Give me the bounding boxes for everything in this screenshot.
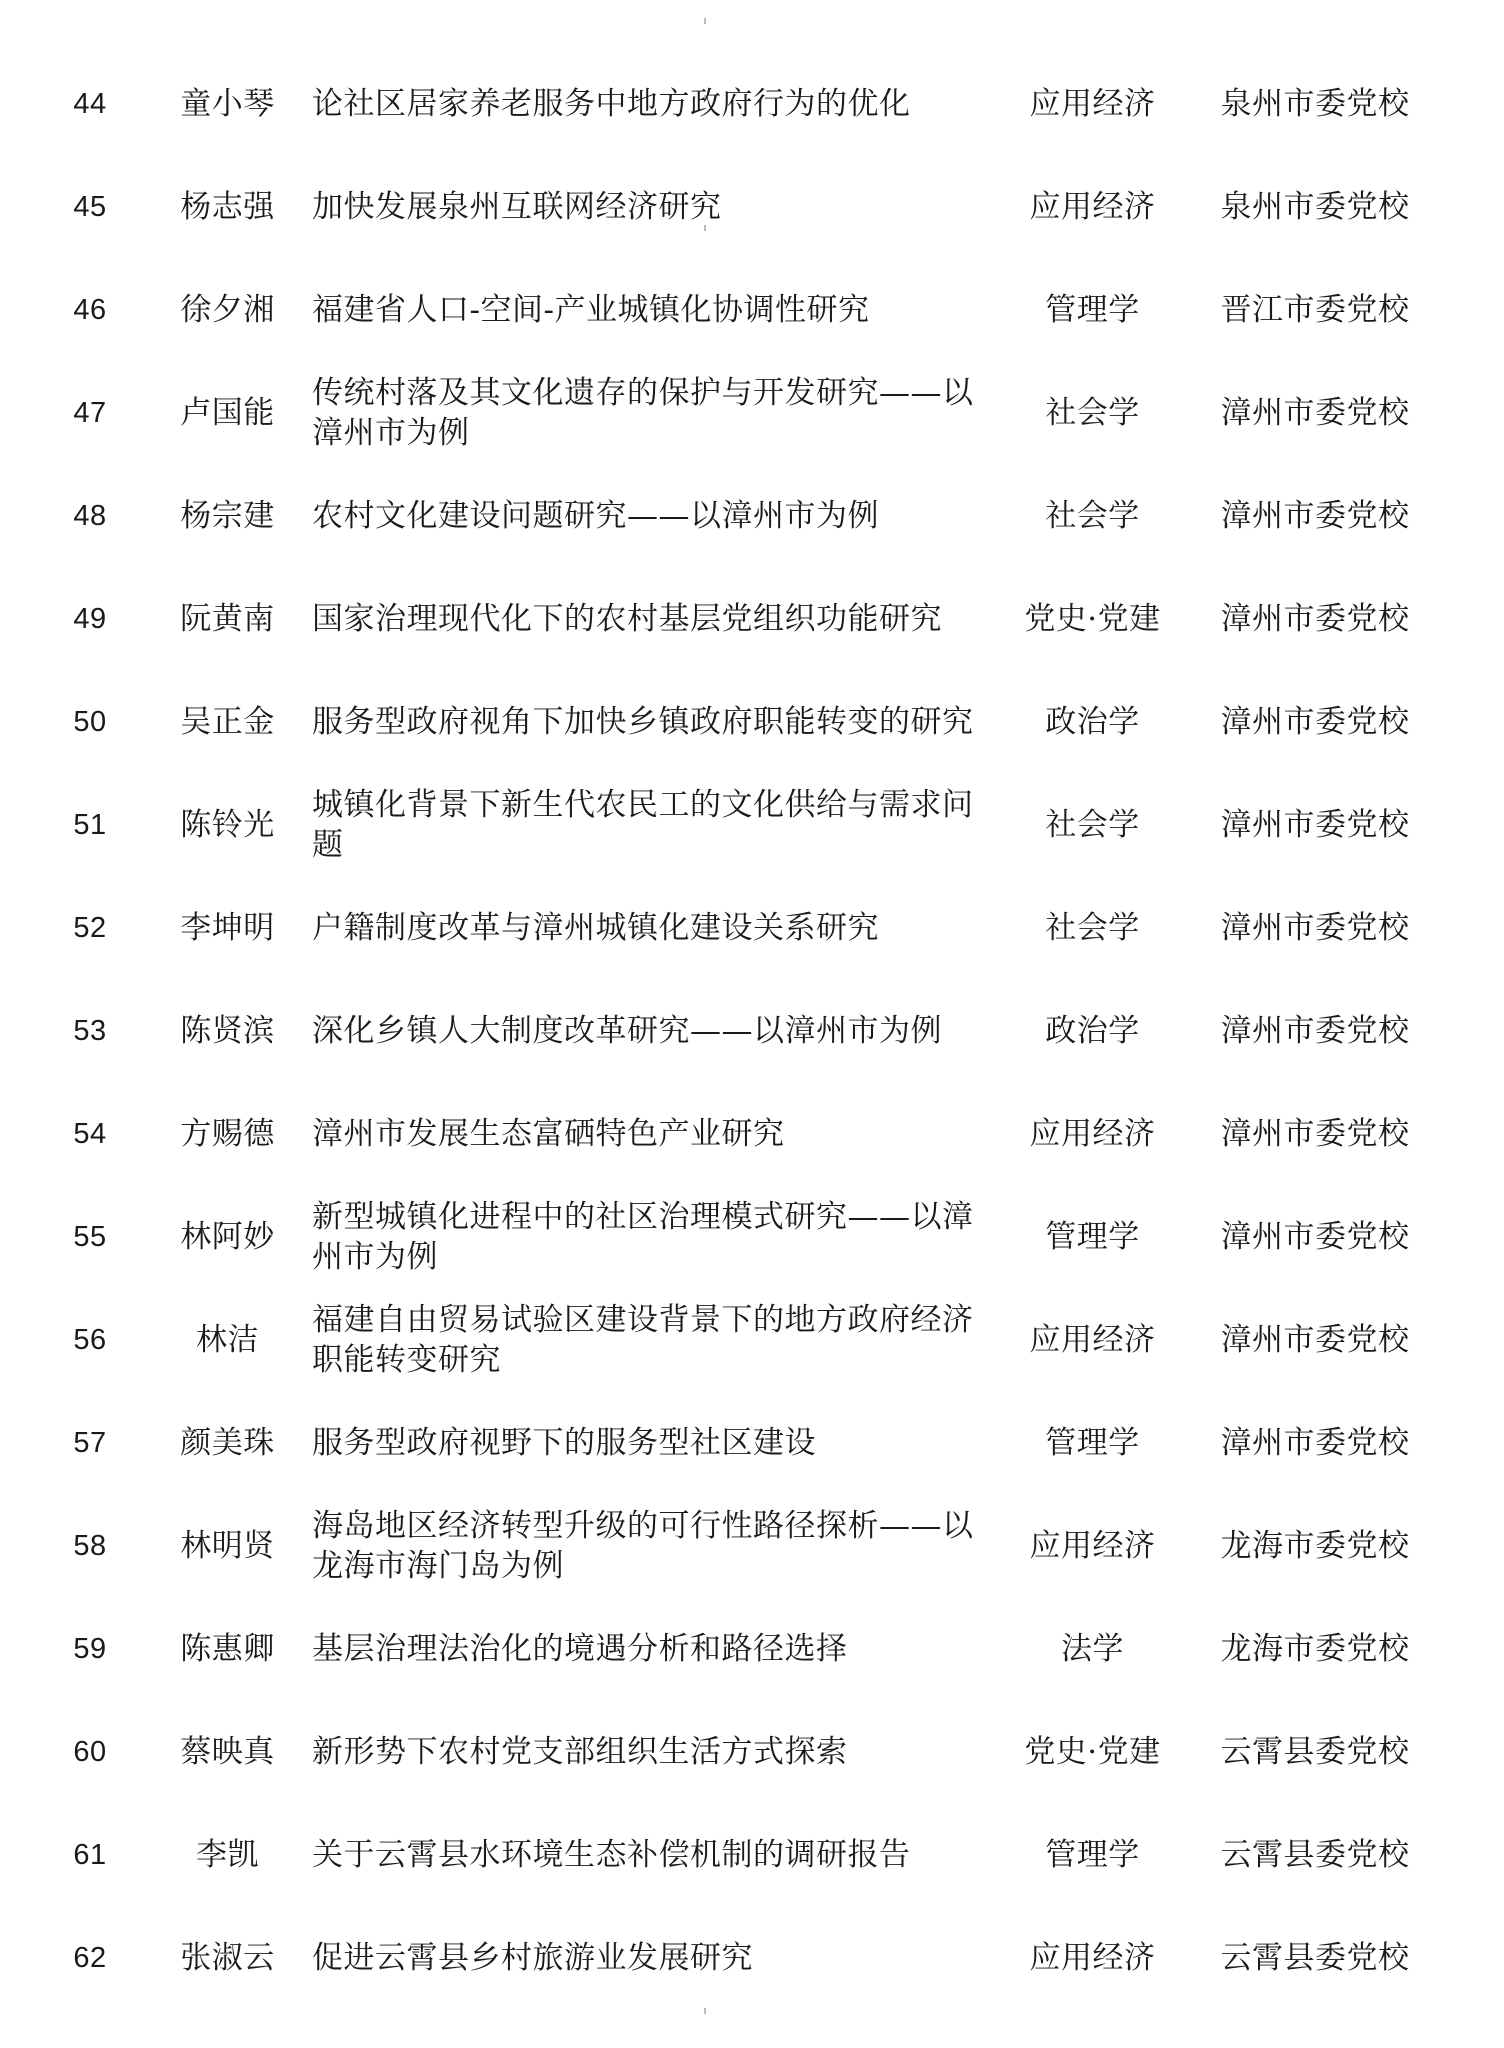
row-number bbox=[50, 1906, 130, 2009]
author-name-text: 卢国能 bbox=[180, 394, 275, 431]
affiliated-unit-text: 漳州市委党校 bbox=[1220, 1321, 1410, 1358]
row-number bbox=[50, 1700, 130, 1803]
project-title-text: 海岛地区经济转型升级的可行性路径探析——以龙海市海门岛为例 bbox=[312, 1507, 974, 1584]
author-name bbox=[165, 876, 290, 979]
project-title-text: 基层治理法治化的境遇分析和路径选择 bbox=[312, 1630, 848, 1667]
table-row bbox=[0, 1288, 1504, 1391]
project-title-text: 农村文化建设问题研究——以漳州市为例 bbox=[312, 497, 879, 534]
author-name-text: 张淑云 bbox=[180, 1939, 275, 1976]
author-name bbox=[165, 1906, 290, 2009]
author-name bbox=[165, 1803, 290, 1906]
row-number bbox=[50, 361, 130, 464]
row-number-text: 52 bbox=[73, 911, 107, 944]
affiliated-unit-text: 漳州市委党校 bbox=[1220, 1115, 1410, 1152]
author-name-text: 杨宗建 bbox=[180, 497, 275, 534]
affiliated-unit-text: 云霄县委党校 bbox=[1220, 1939, 1410, 1976]
scan-mark bbox=[704, 18, 706, 24]
author-name-text: 林明贤 bbox=[180, 1527, 275, 1564]
project-title bbox=[312, 1494, 992, 1597]
project-title bbox=[312, 155, 992, 258]
row-number-text: 56 bbox=[73, 1323, 107, 1356]
affiliated-unit bbox=[1205, 1597, 1425, 1700]
row-number-text: 55 bbox=[73, 1220, 107, 1253]
row-number bbox=[50, 1803, 130, 1906]
affiliated-unit bbox=[1205, 979, 1425, 1082]
row-number bbox=[50, 258, 130, 361]
project-title-text: 新形势下农村党支部组织生活方式探索 bbox=[312, 1733, 848, 1770]
subject-category bbox=[1000, 1185, 1185, 1288]
author-name bbox=[165, 979, 290, 1082]
subject-category-text: 政治学 bbox=[1045, 1012, 1140, 1049]
subject-category bbox=[1000, 1906, 1185, 2009]
project-title bbox=[312, 1288, 992, 1391]
table-row bbox=[0, 1082, 1504, 1185]
table-row bbox=[0, 464, 1504, 567]
subject-category bbox=[1000, 1494, 1185, 1597]
research-project-table bbox=[0, 52, 1504, 2009]
subject-category-text: 社会学 bbox=[1045, 497, 1140, 534]
project-title bbox=[312, 979, 992, 1082]
subject-category-text: 应用经济 bbox=[1029, 85, 1156, 122]
subject-category bbox=[1000, 979, 1185, 1082]
author-name-text: 陈惠卿 bbox=[180, 1630, 275, 1667]
author-name bbox=[165, 1288, 290, 1391]
affiliated-unit bbox=[1205, 1700, 1425, 1803]
row-number bbox=[50, 1288, 130, 1391]
subject-category bbox=[1000, 361, 1185, 464]
project-title-text: 漳州市发展生态富硒特色产业研究 bbox=[312, 1115, 785, 1152]
author-name-text: 李坤明 bbox=[180, 909, 275, 946]
row-number-text: 62 bbox=[73, 1941, 107, 1974]
project-title-text: 深化乡镇人大制度改革研究——以漳州市为例 bbox=[312, 1012, 942, 1049]
author-name bbox=[165, 773, 290, 876]
subject-category bbox=[1000, 567, 1185, 670]
affiliated-unit-text: 泉州市委党校 bbox=[1220, 85, 1410, 122]
project-title bbox=[312, 773, 992, 876]
affiliated-unit-text: 漳州市委党校 bbox=[1220, 1424, 1410, 1461]
author-name bbox=[165, 1185, 290, 1288]
project-title bbox=[312, 1597, 992, 1700]
affiliated-unit bbox=[1205, 258, 1425, 361]
project-title bbox=[312, 670, 992, 773]
author-name-text: 林洁 bbox=[196, 1321, 259, 1358]
affiliated-unit-text: 泉州市委党校 bbox=[1220, 188, 1410, 225]
affiliated-unit-text: 漳州市委党校 bbox=[1220, 703, 1410, 740]
table-row bbox=[0, 1803, 1504, 1906]
author-name bbox=[165, 361, 290, 464]
table-row bbox=[0, 979, 1504, 1082]
row-number-text: 60 bbox=[73, 1735, 107, 1768]
table-row bbox=[0, 1391, 1504, 1494]
table-row bbox=[0, 876, 1504, 979]
project-title bbox=[312, 1082, 992, 1185]
affiliated-unit bbox=[1205, 1494, 1425, 1597]
affiliated-unit-text: 漳州市委党校 bbox=[1220, 497, 1410, 534]
author-name-text: 阮黄南 bbox=[180, 600, 275, 637]
subject-category-text: 应用经济 bbox=[1029, 1321, 1156, 1358]
author-name-text: 颜美珠 bbox=[180, 1424, 275, 1461]
row-number-text: 45 bbox=[73, 190, 107, 223]
subject-category-text: 应用经济 bbox=[1029, 1115, 1156, 1152]
table-row bbox=[0, 361, 1504, 464]
row-number-text: 54 bbox=[73, 1117, 107, 1150]
affiliated-unit-text: 漳州市委党校 bbox=[1220, 1012, 1410, 1049]
project-title bbox=[312, 258, 992, 361]
affiliated-unit-text: 漳州市委党校 bbox=[1220, 394, 1410, 431]
subject-category bbox=[1000, 1288, 1185, 1391]
author-name bbox=[165, 567, 290, 670]
author-name-text: 童小琴 bbox=[180, 85, 275, 122]
author-name bbox=[165, 155, 290, 258]
subject-category-text: 应用经济 bbox=[1029, 188, 1156, 225]
project-title bbox=[312, 361, 992, 464]
subject-category-text: 法学 bbox=[1061, 1630, 1124, 1667]
project-title-text: 论社区居家养老服务中地方政府行为的优化 bbox=[312, 85, 911, 122]
project-title-text: 关于云霄县水环境生态补偿机制的调研报告 bbox=[312, 1836, 911, 1873]
author-name bbox=[165, 670, 290, 773]
table-row bbox=[0, 1494, 1504, 1597]
row-number-text: 44 bbox=[73, 87, 107, 120]
row-number-text: 48 bbox=[73, 499, 107, 532]
subject-category-text: 社会学 bbox=[1045, 909, 1140, 946]
affiliated-unit bbox=[1205, 155, 1425, 258]
affiliated-unit bbox=[1205, 1288, 1425, 1391]
project-title bbox=[312, 567, 992, 670]
affiliated-unit bbox=[1205, 773, 1425, 876]
subject-category bbox=[1000, 1700, 1185, 1803]
subject-category bbox=[1000, 1597, 1185, 1700]
affiliated-unit bbox=[1205, 1185, 1425, 1288]
row-number bbox=[50, 1185, 130, 1288]
project-title bbox=[312, 1803, 992, 1906]
table-row bbox=[0, 1700, 1504, 1803]
subject-category-text: 党史·党建 bbox=[1024, 600, 1161, 637]
author-name-text: 陈贤滨 bbox=[180, 1012, 275, 1049]
project-title-text: 国家治理现代化下的农村基层党组织功能研究 bbox=[312, 600, 942, 637]
subject-category bbox=[1000, 670, 1185, 773]
table-row bbox=[0, 52, 1504, 155]
table-row bbox=[0, 567, 1504, 670]
project-title-text: 户籍制度改革与漳州城镇化建设关系研究 bbox=[312, 909, 879, 946]
project-title-text: 传统村落及其文化遗存的保护与开发研究——以漳州市为例 bbox=[312, 374, 974, 451]
row-number-text: 46 bbox=[73, 293, 107, 326]
project-title-text: 福建自由贸易试验区建设背景下的地方政府经济职能转变研究 bbox=[312, 1301, 974, 1378]
author-name-text: 杨志强 bbox=[180, 188, 275, 225]
table-row bbox=[0, 1597, 1504, 1700]
author-name-text: 李凯 bbox=[196, 1836, 259, 1873]
author-name-text: 方赐德 bbox=[180, 1115, 275, 1152]
row-number-text: 58 bbox=[73, 1529, 107, 1562]
project-title bbox=[312, 1906, 992, 2009]
row-number bbox=[50, 773, 130, 876]
subject-category bbox=[1000, 155, 1185, 258]
affiliated-unit-text: 漳州市委党校 bbox=[1220, 600, 1410, 637]
affiliated-unit bbox=[1205, 567, 1425, 670]
project-title bbox=[312, 1391, 992, 1494]
author-name-text: 陈铃光 bbox=[180, 806, 275, 843]
table-row bbox=[0, 155, 1504, 258]
affiliated-unit-text: 漳州市委党校 bbox=[1220, 909, 1410, 946]
affiliated-unit-text: 漳州市委党校 bbox=[1220, 1218, 1410, 1255]
affiliated-unit-text: 云霄县委党校 bbox=[1220, 1733, 1410, 1770]
author-name bbox=[165, 1494, 290, 1597]
project-title-text: 服务型政府视野下的服务型社区建设 bbox=[312, 1424, 816, 1461]
author-name bbox=[165, 1597, 290, 1700]
subject-category-text: 应用经济 bbox=[1029, 1939, 1156, 1976]
subject-category-text: 管理学 bbox=[1045, 1218, 1140, 1255]
author-name-text: 林阿妙 bbox=[180, 1218, 275, 1255]
table-row bbox=[0, 670, 1504, 773]
table-row bbox=[0, 258, 1504, 361]
affiliated-unit bbox=[1205, 876, 1425, 979]
affiliated-unit bbox=[1205, 1906, 1425, 2009]
subject-category-text: 管理学 bbox=[1045, 1836, 1140, 1873]
author-name-text: 蔡映真 bbox=[180, 1733, 275, 1770]
row-number-text: 59 bbox=[73, 1632, 107, 1665]
subject-category bbox=[1000, 876, 1185, 979]
row-number bbox=[50, 1391, 130, 1494]
project-title-text: 福建省人口-空间-产业城镇化协调性研究 bbox=[312, 291, 870, 328]
table-row bbox=[0, 1185, 1504, 1288]
author-name-text: 徐夕湘 bbox=[180, 291, 275, 328]
project-title-text: 新型城镇化进程中的社区治理模式研究——以漳州市为例 bbox=[312, 1198, 974, 1275]
project-title bbox=[312, 52, 992, 155]
row-number bbox=[50, 464, 130, 567]
project-title bbox=[312, 464, 992, 567]
project-title bbox=[312, 1185, 992, 1288]
subject-category-text: 政治学 bbox=[1045, 703, 1140, 740]
author-name bbox=[165, 52, 290, 155]
row-number bbox=[50, 876, 130, 979]
affiliated-unit-text: 漳州市委党校 bbox=[1220, 806, 1410, 843]
author-name bbox=[165, 1700, 290, 1803]
subject-category bbox=[1000, 1391, 1185, 1494]
row-number bbox=[50, 1494, 130, 1597]
author-name bbox=[165, 1082, 290, 1185]
row-number bbox=[50, 155, 130, 258]
affiliated-unit-text: 龙海市委党校 bbox=[1220, 1527, 1410, 1564]
row-number-text: 61 bbox=[73, 1838, 107, 1871]
subject-category bbox=[1000, 773, 1185, 876]
subject-category bbox=[1000, 1082, 1185, 1185]
affiliated-unit-text: 龙海市委党校 bbox=[1220, 1630, 1410, 1667]
affiliated-unit bbox=[1205, 1803, 1425, 1906]
affiliated-unit-text: 晋江市委党校 bbox=[1220, 291, 1410, 328]
table-row bbox=[0, 1906, 1504, 2009]
affiliated-unit bbox=[1205, 52, 1425, 155]
project-title bbox=[312, 1700, 992, 1803]
author-name bbox=[165, 1391, 290, 1494]
author-name-text: 吴正金 bbox=[180, 703, 275, 740]
subject-category-text: 管理学 bbox=[1045, 291, 1140, 328]
row-number-text: 49 bbox=[73, 602, 107, 635]
row-number bbox=[50, 567, 130, 670]
subject-category-text: 社会学 bbox=[1045, 394, 1140, 431]
row-number bbox=[50, 1082, 130, 1185]
subject-category-text: 管理学 bbox=[1045, 1424, 1140, 1461]
row-number bbox=[50, 1597, 130, 1700]
subject-category-text: 社会学 bbox=[1045, 806, 1140, 843]
row-number-text: 57 bbox=[73, 1426, 107, 1459]
affiliated-unit bbox=[1205, 1391, 1425, 1494]
affiliated-unit bbox=[1205, 1082, 1425, 1185]
author-name bbox=[165, 464, 290, 567]
table-row bbox=[0, 773, 1504, 876]
subject-category bbox=[1000, 258, 1185, 361]
subject-category-text: 应用经济 bbox=[1029, 1527, 1156, 1564]
project-title bbox=[312, 876, 992, 979]
affiliated-unit bbox=[1205, 670, 1425, 773]
author-name bbox=[165, 258, 290, 361]
subject-category-text: 党史·党建 bbox=[1024, 1733, 1161, 1770]
affiliated-unit bbox=[1205, 361, 1425, 464]
subject-category bbox=[1000, 464, 1185, 567]
row-number-text: 47 bbox=[73, 396, 107, 429]
row-number-text: 53 bbox=[73, 1014, 107, 1047]
row-number-text: 50 bbox=[73, 705, 107, 738]
project-title-text: 促进云霄县乡村旅游业发展研究 bbox=[312, 1939, 753, 1976]
project-title-text: 服务型政府视角下加快乡镇政府职能转变的研究 bbox=[312, 703, 974, 740]
affiliated-unit bbox=[1205, 464, 1425, 567]
affiliated-unit-text: 云霄县委党校 bbox=[1220, 1836, 1410, 1873]
row-number-text: 51 bbox=[73, 808, 107, 841]
row-number bbox=[50, 670, 130, 773]
row-number bbox=[50, 979, 130, 1082]
subject-category bbox=[1000, 1803, 1185, 1906]
project-title-text: 加快发展泉州互联网经济研究 bbox=[312, 188, 722, 225]
row-number bbox=[50, 52, 130, 155]
subject-category bbox=[1000, 52, 1185, 155]
project-title-text: 城镇化背景下新生代农民工的文化供给与需求问题 bbox=[312, 786, 974, 863]
